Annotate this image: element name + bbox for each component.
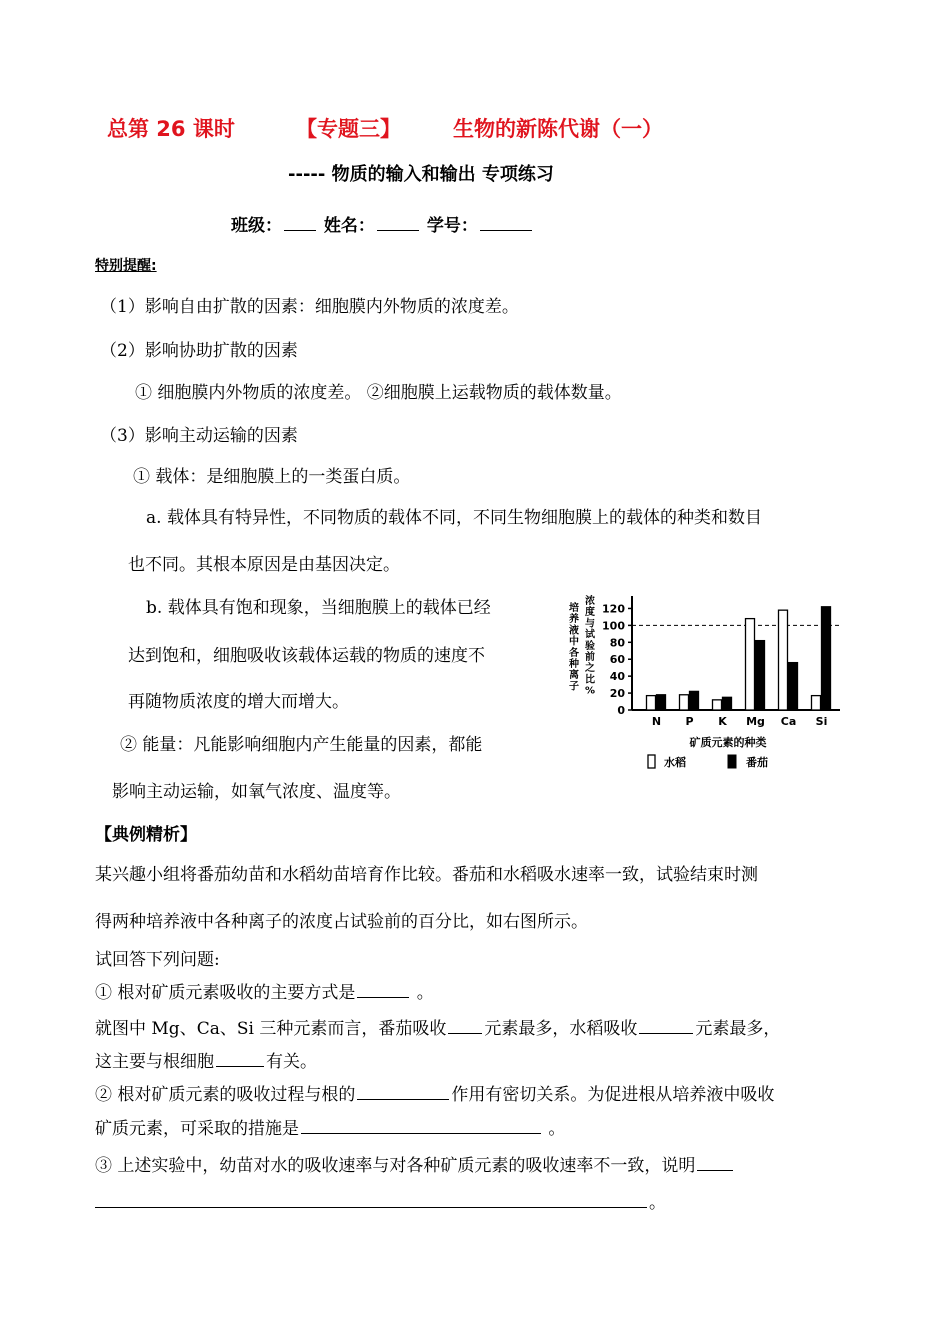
x-tick-label: K [718,715,727,728]
answer-blank-7[interactable] [697,1154,733,1171]
reminder-p2: （2）影响协助扩散的因素 [100,341,298,361]
bar-番茄-N [657,695,666,710]
answer-blank-4[interactable] [216,1050,264,1067]
reminder-p2-items: ① 细胞膜内外物质的浓度差。 ②细胞膜上运载物质的载体数量。 [135,383,622,403]
legend-swatch-rice [648,755,655,768]
bar-番茄-Mg [756,641,765,710]
question-2b-text-1: 矿质元素，可采取的措施是 [95,1119,299,1139]
reminder-p3: （3）影响主动运输的因素 [100,426,298,446]
x-axis-label: 矿质元素的种类 [689,736,767,749]
answer-blank-1[interactable] [357,981,409,998]
answer-blank-5[interactable] [357,1083,449,1100]
question-3a [95,1151,735,1176]
question-3b-end: 。 [649,1193,666,1213]
page-subtitle: ----- 物质的输入和输出 专项练习 [288,164,554,185]
legend-swatch-tomato [728,755,736,768]
bar-水稻-P [680,695,689,710]
question-1a-end: 。 [411,983,434,1003]
reminder-p3-energy-line1: ② 能量：凡能影响细胞内产生能量的因素，都能 [120,735,483,755]
reminder-p3-a-line1: a. 载体具有特异性，不同物质的载体不同，不同生物细胞膜上的载体的种类和数目 [146,508,762,528]
name-label: 姓名： [323,216,375,236]
page-title: 生物的新陈代谢（一） [453,117,663,141]
y-tick-label: 80 [609,636,625,650]
x-tick-label: Ca [780,715,797,728]
bar-水稻-K [713,700,722,710]
y-tick-label: 20 [609,687,625,701]
example-prompt: 试回答下列问题: [95,950,220,970]
question-2a-text-2: 作用有密切关系。为促进根从培养液中吸收 [451,1085,775,1105]
question-3b [95,1188,666,1213]
question-1b-text-2: 元素最多，水稻吸收 [484,1019,638,1039]
bar-番茄-P [690,691,699,710]
topic-label: 【专题三】 [296,117,401,141]
ion-concentration-chart [560,590,850,780]
bar-番茄-K [723,697,732,710]
reminder-p3-b-line3: 再随物质浓度的增大而增大。 [128,692,349,712]
id-label: 学号： [426,216,478,236]
y-tick-label: 40 [609,670,625,684]
x-tick-label: N [651,715,662,728]
question-1c-text-1: 这主要与根细胞 [95,1052,214,1072]
answer-blank-8[interactable] [95,1191,647,1208]
bar-水稻-Si [812,696,821,710]
question-1b-text-3: 元素最多， [695,1019,781,1039]
question-2a [95,1080,774,1105]
y-tick-label: 120 [602,602,625,616]
x-tick-label: Mg [746,715,765,728]
name-field[interactable] [377,214,419,231]
bar-水稻-Ca [779,610,788,710]
question-1a-text: ① 根对矿质元素吸收的主要方式是 [95,983,356,1003]
example-intro-line1: 某兴趣小组将番茄幼苗和水稻幼苗培育作比较。番茄和水稻吸水速率一致，试验结束时测 [95,865,758,885]
question-1b-text-1: 就图中 Mg、Ca、Si 三种元素而言，番茄吸收 [95,1019,447,1039]
y-tick-label: 100 [602,619,625,633]
class-field[interactable] [284,214,316,231]
bar-番茄-Ca [789,663,798,710]
reminder-p3-b-line1: b. 载体具有饱和现象，当细胞膜上的载体已经 [146,598,491,618]
reminder-heading: 特别提醒: [95,258,157,274]
question-2b-text-2: 。 [543,1119,566,1139]
question-2a-text-1: ② 根对矿质元素的吸收过程与根的 [95,1085,356,1105]
reminder-p3-a-line2: 也不同。其根本原因是由基因决定。 [128,555,400,575]
legend-label-rice: 水稻 [664,756,686,769]
student-info [231,211,534,236]
reminder-p3-carrier: ① 载体：是细胞膜上的一类蛋白质。 [133,467,411,487]
question-3a-text: ③ 上述实验中，幼苗对水的吸收速率与对各种矿质元素的吸收速率不一致，说明 [95,1156,696,1176]
x-tick-label: P [685,715,694,728]
question-1b [95,1014,780,1039]
legend-label-tomato: 番茄 [746,756,768,769]
question-2b [95,1114,565,1139]
answer-blank-2[interactable] [448,1017,482,1034]
y-tick-label: 60 [609,653,625,667]
y-tick-label: 0 [617,704,625,717]
answer-blank-3[interactable] [639,1017,693,1034]
reminder-p3-b-line2: 达到饱和，细胞吸收该载体运载的物质的速度不 [128,646,485,666]
bar-番茄-Si [822,607,831,710]
y-axis-label-left: 培养液中各种离子 [569,603,579,693]
x-tick-label: Si [815,715,828,728]
lesson-number: 总第 26 课时 [107,117,235,141]
question-1c [95,1047,317,1072]
reminder-p3-energy-line2: 影响主动运输，如氧气浓度、温度等。 [112,782,401,802]
bar-水稻-Mg [746,619,755,710]
y-axis-label-right: 浓度与试验前之比% [584,596,596,697]
question-1a [95,978,434,1003]
example-heading: 【典例精析】 [95,825,197,845]
answer-blank-6[interactable] [301,1117,541,1134]
class-label: 班级： [231,216,282,236]
question-1c-text-2: 有关。 [266,1052,317,1072]
bar-水稻-N [647,696,656,710]
example-intro-line2: 得两种培养液中各种离子的浓度占试验前的百分比，如右图所示。 [95,912,588,932]
id-field[interactable] [480,214,532,231]
reminder-p1: （1）影响自由扩散的因素：细胞膜内外物质的浓度差。 [100,297,519,317]
